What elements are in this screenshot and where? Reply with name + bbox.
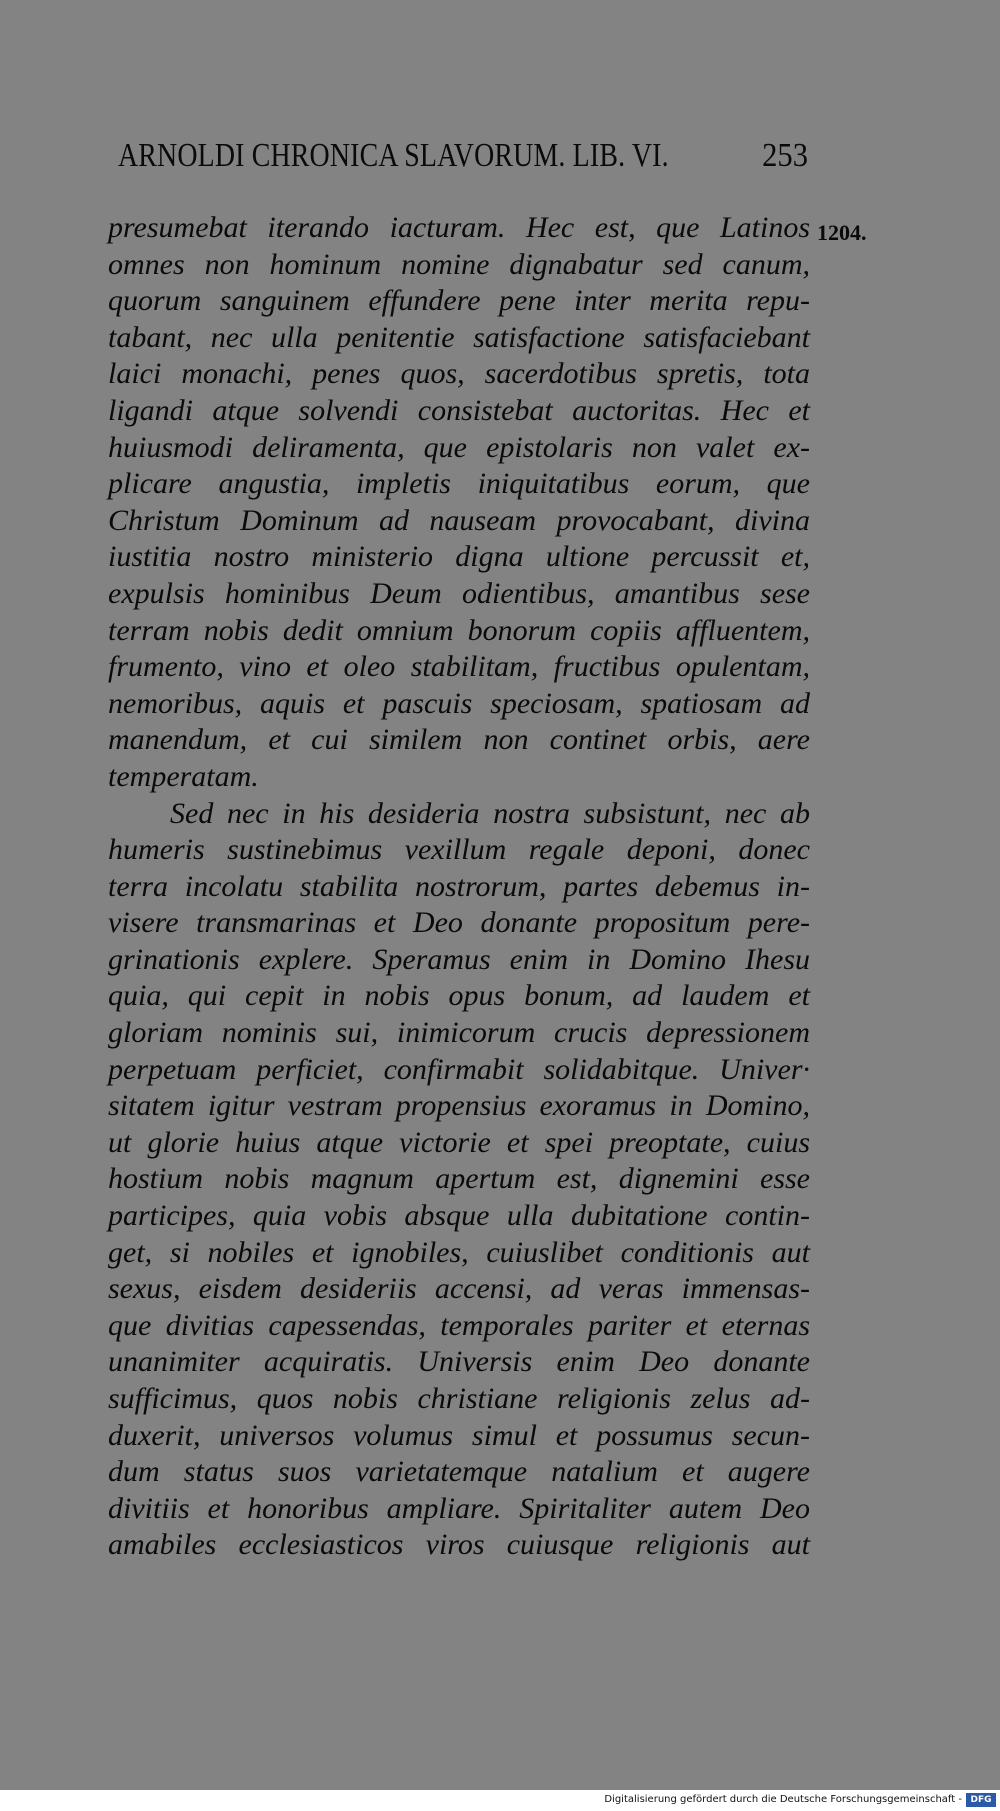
- page-number: 253: [762, 137, 808, 174]
- text-line: ut glorie huius atque victorie et spei preoptate, cuius: [108, 1125, 810, 1159]
- text-line: duxerit, universos volumus simul et possumus secun-: [108, 1418, 810, 1452]
- text-line: terram nobis dedit omnium bonorum copiis affluentem,: [108, 613, 810, 647]
- text-line: dum status suos varietatemque natalium et augere: [108, 1455, 810, 1489]
- text-line: terra incolatu stabilita nostrorum, partes debemus in-: [108, 869, 810, 903]
- paragraph-end-line: temperatam.: [108, 759, 259, 793]
- text-line: participes, quia vobis absque ulla dubitatione contin-: [108, 1199, 810, 1233]
- text-line: tabant, nec ulla penitentie satisfactione satisfaciebant: [108, 320, 810, 354]
- running-title: ARNOLDI CHRONICA SLAVORUM. LIB. VI.: [118, 137, 669, 174]
- text-line: que divitias capessendas, temporales pariter et eternas: [108, 1308, 810, 1342]
- dfg-logo-icon: DFG: [966, 1793, 996, 1807]
- text-line: ligandi atque solvendi consistebat auctoritas. Hec et: [108, 393, 810, 427]
- text-line: perpetuam perficiet, confirmabit solidabitque. Univer·: [108, 1052, 810, 1086]
- footer-credit: Digitalisierung gefördert durch die Deutsche Forschungsgemeinschaft -: [604, 1794, 962, 1805]
- margin-year-note: 1204.: [817, 220, 867, 245]
- text-line: presumebat iterando iacturam. Hec est, que Latinos: [108, 211, 810, 244]
- text-line: get, si nobiles et ignobiles, cuiuslibet conditionis aut: [108, 1235, 810, 1269]
- text-line: expulsis hominibus Deum odientibus, amantibus sese: [108, 576, 810, 610]
- text-line: manendum, et cui similem non continet orbis, aere: [108, 723, 810, 757]
- text-line: omnes non hominum nomine dignabatur sed canum,: [108, 247, 810, 281]
- text-line: humeris sustinebimus vexillum regale deponi, donec: [108, 833, 810, 867]
- text-line: grinationis explere. Speramus enim in Domino Ihesu: [108, 942, 810, 976]
- text-line: amabiles ecclesiasticos viros cuiusque religionis aut: [108, 1528, 810, 1562]
- text-line: nemoribus, aquis et pascuis speciosam, spatiosam ad: [108, 686, 810, 720]
- page-header: [118, 134, 818, 178]
- text-line: frumento, vino et oleo stabilitam, fructibus opulentam,: [108, 650, 810, 684]
- text-line: quorum sanguinem effundere pene inter merita repu-: [108, 284, 810, 318]
- footer-bar: [0, 1790, 1000, 1811]
- text-line: huiusmodi deliramenta, que epistolaris non valet ex-: [108, 430, 810, 464]
- text-line: plicare angustia, impletis iniquitatibus eorum, que: [108, 467, 810, 501]
- text-line: divitiis et honoribus ampliare. Spiritaliter autem Deo: [108, 1491, 810, 1525]
- text-line: Christum Dominum ad nauseam provocabant, divina: [108, 503, 810, 537]
- text-line: sitatem igitur vestram propensius exoramus in Domino,: [108, 1089, 810, 1123]
- body-text: [108, 210, 810, 1564]
- text-line: sufficimus, quos nobis christiane religionis zelus ad-: [108, 1382, 810, 1415]
- text-line: sexus, eisdem desideriis accensi, ad veras immensas-: [108, 1272, 810, 1306]
- text-line: iustitia nostro ministerio digna ultione percussit et,: [108, 540, 810, 574]
- text-line: hostium nobis magnum apertum est, dignemini esse: [108, 1162, 810, 1196]
- text-line: laici monachi, penes quos, sacerdotibus spretis, tota: [108, 357, 810, 391]
- paragraph-start-line: Sed nec in his desideria nostra subsistunt, nec ab: [170, 796, 810, 830]
- text-line: quia, qui cepit in nobis opus bonum, ad laudem et: [108, 979, 810, 1013]
- text-line: visere transmarinas et Deo donante propositum pere-: [108, 906, 810, 940]
- text-line: unanimiter acquiratis. Universis enim Deo donante: [108, 1345, 810, 1379]
- text-line: gloriam nominis sui, inimicorum crucis depressionem: [108, 1016, 810, 1050]
